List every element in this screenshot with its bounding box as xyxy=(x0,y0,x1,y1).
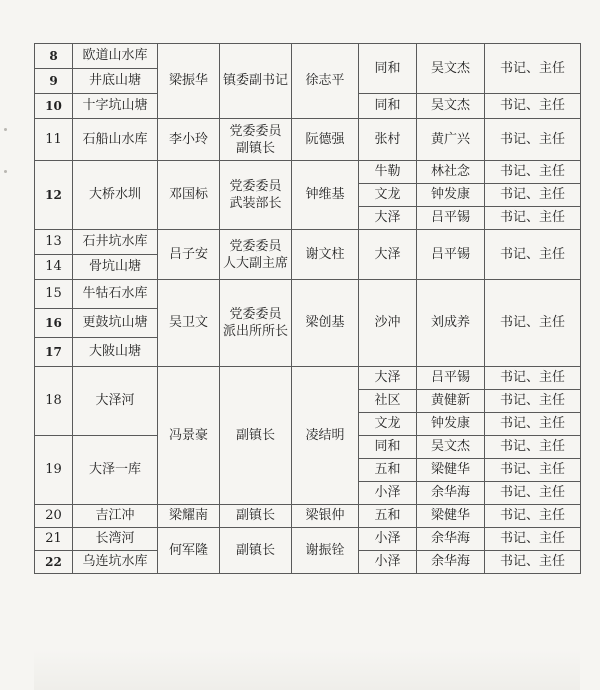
project-name: 石井坑水库 xyxy=(73,230,158,255)
row-number: 22 xyxy=(35,551,73,574)
cadre-role: 书记、主任 xyxy=(485,528,581,551)
scan-shadow xyxy=(34,650,580,690)
leader-title: 副镇长 xyxy=(220,528,292,574)
cadre-name: 黄健新 xyxy=(417,390,485,413)
table-row xyxy=(35,119,581,161)
cadre-name: 林社念 xyxy=(417,161,485,184)
row-number: 8 xyxy=(35,44,73,69)
table-row xyxy=(35,367,581,390)
cadre-name: 吕平锡 xyxy=(417,230,485,280)
leader-title xyxy=(220,280,292,367)
scan-dot xyxy=(4,170,7,173)
cadre-role: 书记、主任 xyxy=(485,505,581,528)
cadre-name: 钟发康 xyxy=(417,184,485,207)
leader-title xyxy=(220,161,292,230)
leader-title-line: 党委委员 xyxy=(229,123,282,139)
leader-title: 镇委副书记 xyxy=(220,44,292,119)
table-row xyxy=(35,528,581,551)
project-name: 更鼓坑山塘 xyxy=(73,309,158,338)
leader-title-line: 人大副主席 xyxy=(222,255,288,271)
project-name: 十字坑山塘 xyxy=(73,94,158,119)
official-name: 谢振铨 xyxy=(292,528,359,574)
row-number: 20 xyxy=(35,505,73,528)
cadre-name: 余华海 xyxy=(417,482,485,505)
village-name: 小泽 xyxy=(359,551,417,574)
project-name: 欧道山水库 xyxy=(73,44,158,69)
leader-name: 吴卫文 xyxy=(158,280,220,367)
leader-title-line: 派出所所长 xyxy=(222,324,288,339)
village-name: 大泽 xyxy=(359,207,417,230)
village-name: 文龙 xyxy=(359,184,417,207)
leader-name: 何军隆 xyxy=(158,528,220,574)
cadre-role: 书记、主任 xyxy=(485,413,581,436)
leader-title-line: 副镇长 xyxy=(235,140,275,156)
project-name: 大陂山塘 xyxy=(73,338,158,367)
cadre-name: 吴文杰 xyxy=(417,94,485,119)
official-name: 谢文柱 xyxy=(292,230,359,280)
cadre-name: 吴文杰 xyxy=(417,436,485,459)
cadre-role: 书记、主任 xyxy=(485,436,581,459)
cadre-role: 书记、主任 xyxy=(485,390,581,413)
village-name: 社区 xyxy=(359,390,417,413)
official-name: 钟维基 xyxy=(292,161,359,230)
row-number: 16 xyxy=(35,309,73,338)
cadre-name: 黄广兴 xyxy=(417,119,485,161)
leader-title xyxy=(220,119,292,161)
row-number: 19 xyxy=(35,436,73,505)
project-name: 大泽河 xyxy=(73,367,158,436)
cadre-role: 书记、主任 xyxy=(485,184,581,207)
cadre-name: 吴文杰 xyxy=(417,44,485,94)
row-number: 15 xyxy=(35,280,73,309)
village-name: 同和 xyxy=(359,44,417,94)
row-number: 11 xyxy=(35,119,73,161)
village-name: 牛勒 xyxy=(359,161,417,184)
cadre-role: 书记、主任 xyxy=(485,459,581,482)
leader-title xyxy=(220,230,292,280)
village-name: 五和 xyxy=(359,459,417,482)
leader-name: 梁耀南 xyxy=(158,505,220,528)
village-name: 同和 xyxy=(359,94,417,119)
responsibility-table xyxy=(34,43,581,574)
official-name: 凌结明 xyxy=(292,367,359,505)
village-name: 小泽 xyxy=(359,482,417,505)
row-number: 13 xyxy=(35,230,73,255)
village-name: 大泽 xyxy=(359,367,417,390)
table-row xyxy=(35,44,581,69)
project-name: 大泽一库 xyxy=(73,436,158,505)
cadre-name: 余华海 xyxy=(417,528,485,551)
cadre-role: 书记、主任 xyxy=(485,482,581,505)
village-name: 同和 xyxy=(359,436,417,459)
cadre-name: 梁健华 xyxy=(417,459,485,482)
cadre-name: 梁健华 xyxy=(417,505,485,528)
cadre-role: 书记、主任 xyxy=(485,44,581,94)
village-name: 文龙 xyxy=(359,413,417,436)
official-name: 徐志平 xyxy=(292,44,359,119)
project-name: 长湾河 xyxy=(73,528,158,551)
cadre-role: 书记、主任 xyxy=(485,367,581,390)
cadre-role: 书记、主任 xyxy=(485,94,581,119)
leader-title: 副镇长 xyxy=(220,367,292,505)
cadre-role: 书记、主任 xyxy=(485,161,581,184)
project-name: 大桥水圳 xyxy=(73,161,158,230)
table-row xyxy=(35,505,581,528)
cadre-name: 钟发康 xyxy=(417,413,485,436)
official-name: 梁银仲 xyxy=(292,505,359,528)
official-name: 阮德强 xyxy=(292,119,359,161)
row-number: 18 xyxy=(35,367,73,436)
cadre-role: 书记、主任 xyxy=(485,207,581,230)
table-row xyxy=(35,230,581,255)
row-number: 17 xyxy=(35,338,73,367)
leader-title: 副镇长 xyxy=(220,505,292,528)
official-name: 梁创基 xyxy=(292,280,359,367)
village-name: 五和 xyxy=(359,505,417,528)
row-number: 10 xyxy=(35,94,73,119)
village-name: 大泽 xyxy=(359,230,417,280)
leader-name: 吕子安 xyxy=(158,230,220,280)
cadre-role: 书记、主任 xyxy=(485,230,581,280)
cadre-role: 书记、主任 xyxy=(485,551,581,574)
cadre-role: 书记、主任 xyxy=(485,119,581,161)
row-number: 14 xyxy=(35,255,73,280)
project-name: 乌连坑水库 xyxy=(73,551,158,574)
project-name: 牛牯石水库 xyxy=(73,280,158,309)
project-name: 井底山塘 xyxy=(73,69,158,94)
leader-name: 邓国标 xyxy=(158,161,220,230)
leader-title-line: 党委委员 xyxy=(229,238,282,254)
leader-name: 梁振华 xyxy=(158,44,220,119)
cadre-name: 吕平锡 xyxy=(417,207,485,230)
row-number: 9 xyxy=(35,69,73,94)
project-name: 骨坑山塘 xyxy=(73,255,158,280)
cadre-name: 刘成养 xyxy=(417,280,485,367)
cadre-role: 书记、主任 xyxy=(485,280,581,367)
leader-title-line: 党委委员 xyxy=(229,179,282,194)
leader-name: 李小玲 xyxy=(158,119,220,161)
project-name: 吉江冲 xyxy=(73,505,158,528)
project-name: 石船山水库 xyxy=(73,119,158,161)
table-row xyxy=(35,280,581,309)
leader-title-line: 武装部长 xyxy=(229,196,282,211)
leader-title-line: 党委委员 xyxy=(229,307,282,322)
village-name: 沙冲 xyxy=(359,280,417,367)
cadre-name: 吕平锡 xyxy=(417,367,485,390)
cadre-name: 余华海 xyxy=(417,551,485,574)
village-name: 张村 xyxy=(359,119,417,161)
leader-name: 冯景豪 xyxy=(158,367,220,505)
table-row xyxy=(35,161,581,184)
scan-dot xyxy=(4,128,7,131)
row-number: 21 xyxy=(35,528,73,551)
row-number: 12 xyxy=(35,161,73,230)
village-name: 小泽 xyxy=(359,528,417,551)
